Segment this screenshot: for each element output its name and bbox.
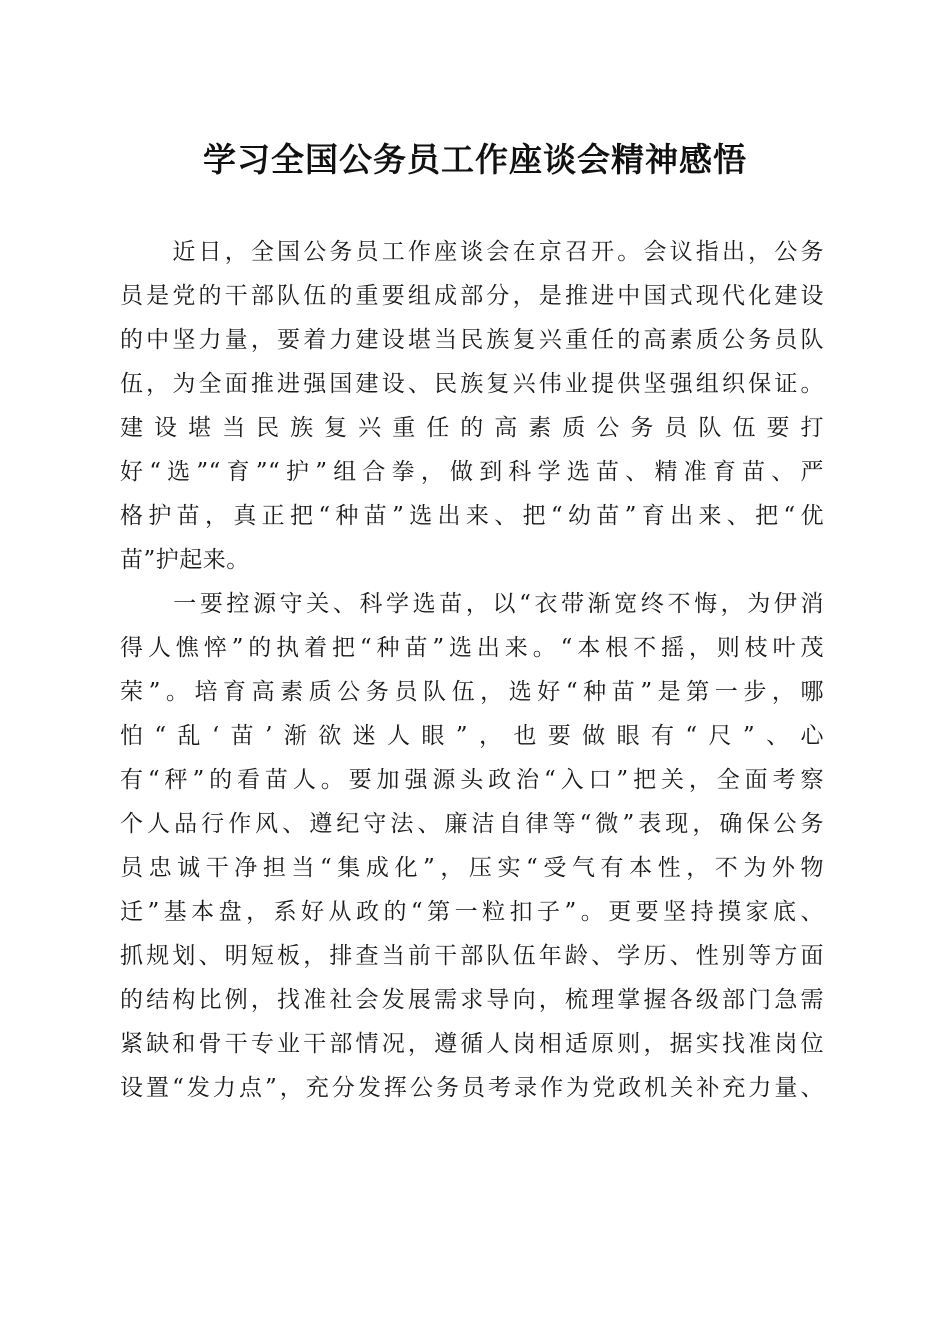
text-line: 近日，全国公务员工作座谈会在京召开。会议指出，公务: [120, 239, 824, 265]
text-line: 好“选”“育”“护”组合拳，做到科学选苗、精准育苗、严: [120, 459, 824, 485]
text-line: 荣”。培育高素质公务员队伍，选好“种苗”是第一步，哪: [120, 679, 824, 705]
text-line: 得人憔悴”的执着把“种苗”选出来。“本根不摇，则枝叶茂: [120, 635, 824, 661]
text-line: 格护苗，真正把“种苗”选出来、把“幼苗”育出来、把“优: [120, 503, 824, 529]
text-line: 怕“乱‘苗’渐欲迷人眼”，也要做眼有“尺”、心: [120, 723, 824, 749]
text-line: 员是党的干部队伍的重要组成部分，是推进中国式现代化建设: [120, 283, 824, 309]
text-line: 的中坚力量，要着力建设堪当民族复兴重任的高素质公务员队: [120, 327, 824, 353]
text-line: 个人品行作风、遵纪守法、廉洁自律等“微”表现，确保公务: [120, 811, 824, 837]
text-line: 的结构比例，找准社会发展需求导向，梳理掌握各级部门急需: [120, 987, 824, 1013]
text-line: 迁”基本盘，系好从政的“第一粒扣子”。更要坚持摸家底、: [120, 899, 824, 925]
text-line: 有“秤”的看苗人。要加强源头政治“入口”把关，全面考察: [120, 767, 824, 793]
text-line: 苗”护起来。: [120, 547, 250, 573]
text-line: 员忠诚干净担当“集成化”，压实“受气有本性，不为外物: [120, 855, 824, 881]
text-line: 设置“发力点”，充分发挥公务员考录作为党政机关补充力量、: [120, 1075, 824, 1101]
text-line: 一要控源守关、科学选苗，以“衣带渐宽终不悔，为伊消: [120, 591, 824, 617]
text-line: 伍，为全面推进强国建设、民族复兴伟业提供坚强组织保证。: [120, 371, 824, 397]
document-body: [120, 230, 824, 1110]
text-line: 建设堪当民族复兴重任的高素质公务员队伍要打: [120, 415, 824, 441]
text-line: 抓规划、明短板，排查当前干部队伍年龄、学历、性别等方面: [120, 943, 824, 969]
text-line: 紧缺和骨干专业干部情况，遵循人岗相适原则，据实找准岗位: [120, 1031, 824, 1057]
document-title: 学习全国公务员工作座谈会精神感悟: [203, 140, 747, 179]
